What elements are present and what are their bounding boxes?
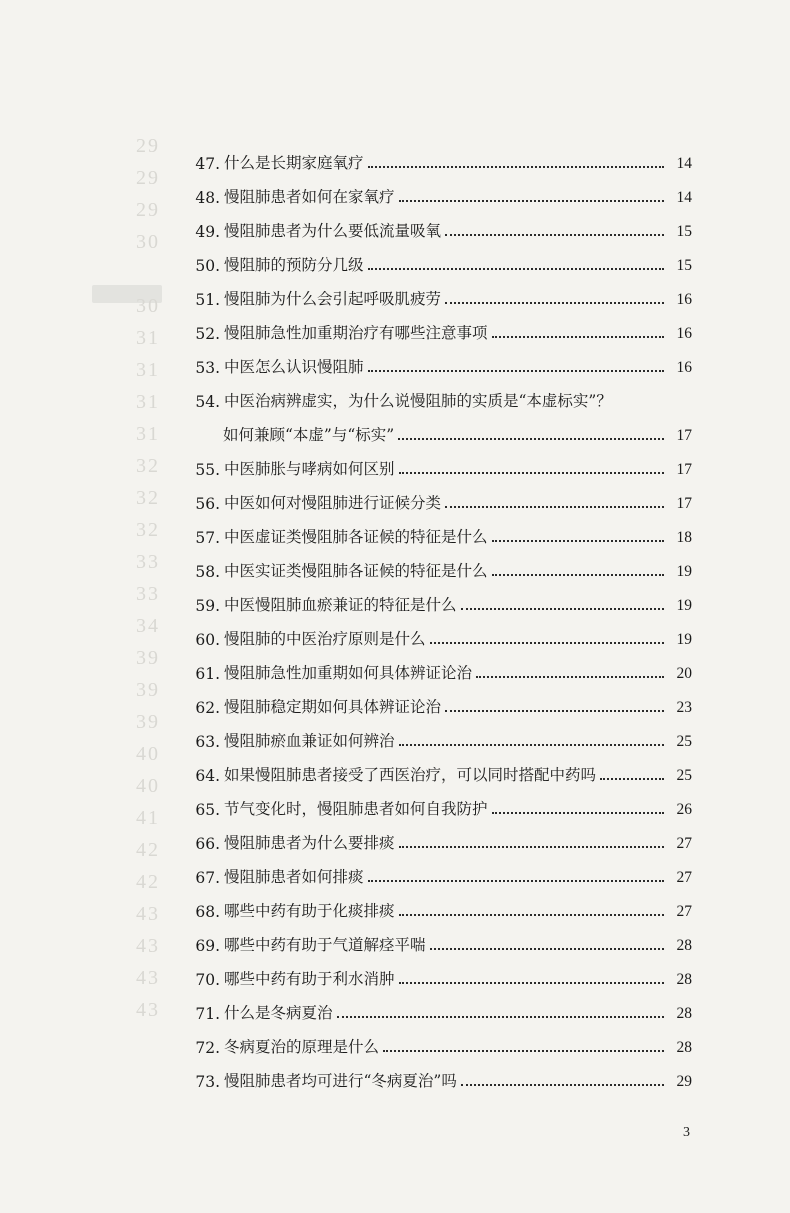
toc-entry-number: 54. [195,393,220,411]
toc-entry [180,581,692,615]
toc-entry-number: 70. [195,971,220,989]
toc-entry [180,377,692,445]
bleed-through-number: 39 [136,679,160,701]
dot-leader [445,302,664,304]
dot-leader [368,166,664,168]
toc-entry [180,853,692,887]
bleed-through-number: 41 [136,807,160,829]
toc-entry [180,887,692,921]
dot-leader [399,744,664,746]
bleed-through-number: 43 [136,903,160,925]
toc-entry-title: 如果慢阻肺患者接受了西医治疗，可以同时搭配中药吗 [224,766,597,784]
toc-entry-page: 15 [676,223,692,240]
bleed-through-number: 31 [136,391,160,413]
toc-entry [180,241,692,275]
toc-entry-title: 慢阻肺患者为什么要低流量吸氧 [224,222,442,240]
bleed-through-number: 30 [136,231,160,253]
dot-leader [461,608,664,610]
toc-entry [180,819,692,853]
dot-leader [368,880,664,882]
toc-entry-page: 28 [676,937,692,954]
table-of-contents [180,139,692,1091]
toc-entry-title: 慢阻肺稳定期如何具体辨证论治 [224,698,442,716]
toc-entry-number: 55. [195,461,220,479]
toc-entry-number: 62. [195,699,220,717]
toc-entry-title: 慢阻肺瘀血兼证如何辨治 [224,732,395,750]
toc-entry-page: 17 [676,461,692,478]
bleed-through-number: 31 [136,327,160,349]
toc-entry [180,921,692,955]
toc-entry [180,615,692,649]
toc-entry-number: 69. [195,937,220,955]
toc-entry-title: 哪些中药有助于气道解痉平喘 [224,936,426,954]
toc-entry-page: 27 [676,903,692,920]
toc-entry-page: 28 [676,971,692,988]
bleed-through-number: 43 [136,935,160,957]
bleed-through-number: 30 [136,295,160,317]
toc-entry-number: 68. [195,903,220,921]
toc-entry-title: 节气变化时，慢阻肺患者如何自我防护 [224,800,488,818]
toc-entry-title: 中医怎么认识慢阻肺 [224,358,364,376]
toc-entry [180,717,692,751]
toc-entry-number: 50. [195,257,220,275]
dot-leader [399,200,664,202]
bleed-through-number: 40 [136,775,160,797]
toc-entry-title: 什么是冬病夏治 [224,1004,333,1022]
toc-entry [180,309,692,343]
toc-entry-page: 16 [676,359,692,376]
bleed-through-number: 39 [136,647,160,669]
dot-leader [492,336,664,338]
toc-entry-title: 慢阻肺的中医治疗原则是什么 [224,630,426,648]
toc-entry-page: 29 [676,1073,692,1090]
toc-entry [180,207,692,241]
dot-leader [492,540,664,542]
bleed-through-number: 32 [136,519,160,541]
toc-entry-title: 慢阻肺患者为什么要排痰 [224,834,395,852]
bleed-through-number: 29 [136,135,160,157]
toc-entry-page: 19 [676,631,692,648]
dot-leader [398,438,664,440]
toc-entry-number: 47. [195,155,220,173]
toc-entry [180,649,692,683]
dot-leader [368,268,664,270]
toc-entry-title: 慢阻肺患者如何在家氧疗 [224,188,395,206]
toc-entry-number: 65. [195,801,220,819]
toc-entry [180,955,692,989]
toc-entry-number: 49. [195,223,220,241]
dot-leader [337,1016,664,1018]
toc-entry-number: 59. [195,597,220,615]
toc-entry-number: 66. [195,835,220,853]
toc-entry-page: 17 [676,495,692,512]
toc-entry-page: 16 [676,325,692,342]
bleed-through-number [90,258,160,290]
bleed-through-number: 33 [136,551,160,573]
toc-entry-title: 慢阻肺患者如何排痰 [224,868,364,886]
dot-leader [445,710,664,712]
dot-leader [368,370,664,372]
toc-entry-number: 56. [195,495,220,513]
dot-leader [492,812,664,814]
toc-entry [180,343,692,377]
dot-leader [399,846,664,848]
toc-entry-page: 28 [676,1005,692,1022]
bleed-through-number: 31 [136,423,160,445]
toc-entry-number: 64. [195,767,220,785]
bleed-through-number: 32 [136,455,160,477]
toc-entry-page: 28 [676,1039,692,1056]
toc-entry [180,513,692,547]
dot-leader [445,506,664,508]
toc-entry [180,1057,692,1091]
toc-entry-number: 73. [195,1073,220,1091]
toc-entry-title: 慢阻肺患者均可进行“冬病夏治”吗 [224,1072,457,1090]
toc-entry-number: 67. [195,869,220,887]
toc-entry-title: 中医虚证类慢阻肺各证候的特征是什么 [224,528,488,546]
toc-entry-title: 慢阻肺急性加重期治疗有哪些注意事项 [224,324,488,342]
toc-entry-title: 慢阻肺急性加重期如何具体辨证论治 [224,664,473,682]
toc-entry [180,989,692,1023]
toc-entry [180,547,692,581]
bleed-through-number: 32 [136,487,160,509]
dot-leader [399,472,664,474]
toc-entry-page: 20 [676,665,692,682]
toc-entry-page: 19 [676,563,692,580]
dot-leader [383,1050,664,1052]
toc-entry [180,445,692,479]
toc-entry-title: 中医治病辨虚实，为什么说慢阻肺的实质是“本虚标实”？ [224,392,612,410]
dot-leader [492,574,664,576]
toc-entry-page: 27 [676,869,692,886]
toc-entry-page: 25 [676,767,692,784]
toc-entry-title: 哪些中药有助于利水消肿 [224,970,395,988]
toc-entry-number: 72. [195,1039,220,1057]
toc-entry-number: 52. [195,325,220,343]
toc-entry-page: 19 [676,597,692,614]
toc-entry [180,275,692,309]
toc-entry-page: 14 [676,189,692,206]
toc-entry [180,683,692,717]
toc-entry-title: 中医肺胀与哮病如何区别 [224,460,395,478]
dot-leader [430,948,664,950]
toc-entry-page: 18 [676,529,692,546]
toc-entry [180,1023,692,1057]
bleed-through-number: 39 [136,711,160,733]
dot-leader [476,676,664,678]
bleed-through-number: 29 [136,167,160,189]
bleed-through-number: 43 [136,999,160,1021]
toc-entry-number: 51. [195,291,220,309]
toc-entry-number: 60. [195,631,220,649]
dot-leader [600,778,664,780]
toc-entry [180,785,692,819]
bleed-through-number: 29 [136,199,160,221]
toc-entry-title-continued: 如何兼顾“本虚”与“标实” [223,426,395,444]
bleed-through-number: 31 [136,359,160,381]
toc-entry [180,479,692,513]
toc-entry-page: 27 [676,835,692,852]
toc-entry-page: 23 [676,699,692,716]
toc-entry-title: 中医如何对慢阻肺进行证候分类 [224,494,442,512]
toc-entry-number: 48. [195,189,220,207]
bleed-through-number: 42 [136,839,160,861]
dot-leader [461,1084,664,1086]
toc-entry-page: 17 [676,427,692,444]
toc-entry-number: 53. [195,359,220,377]
bleed-through-page-numbers [90,130,160,1026]
toc-entry-number: 57. [195,529,220,547]
toc-entry-number: 71. [195,1005,220,1023]
bleed-through-number: 34 [136,615,160,637]
dot-leader [445,234,664,236]
toc-entry-title: 慢阻肺的预防分几级 [224,256,364,274]
bleed-through-number: 40 [136,743,160,765]
toc-entry-page: 25 [676,733,692,750]
toc-entry-number: 58. [195,563,220,581]
toc-entry-title: 冬病夏治的原理是什么 [224,1038,380,1056]
toc-entry-page: 16 [676,291,692,308]
toc-entry [180,751,692,785]
toc-entry-page: 14 [676,155,692,172]
toc-entry [180,139,692,173]
toc-entry-page: 15 [676,257,692,274]
toc-entry-title: 中医慢阻肺血瘀兼证的特征是什么 [224,596,457,614]
bleed-through-number: 33 [136,583,160,605]
bleed-through-number: 42 [136,871,160,893]
toc-entry-number: 63. [195,733,220,751]
toc-entry-number: 61. [195,665,220,683]
dot-leader [430,642,664,644]
toc-entry-title: 哪些中药有助于化痰排痰 [224,902,395,920]
page-folio: 3 [683,1125,690,1140]
toc-entry-title: 中医实证类慢阻肺各证候的特征是什么 [224,562,488,580]
toc-entry-title: 什么是长期家庭氧疗 [224,154,364,172]
dot-leader [399,914,664,916]
toc-entry [180,173,692,207]
toc-entry-page: 26 [676,801,692,818]
dot-leader [399,982,664,984]
bleed-through-number: 43 [136,967,160,989]
toc-entry-title: 慢阻肺为什么会引起呼吸肌疲劳 [224,290,442,308]
